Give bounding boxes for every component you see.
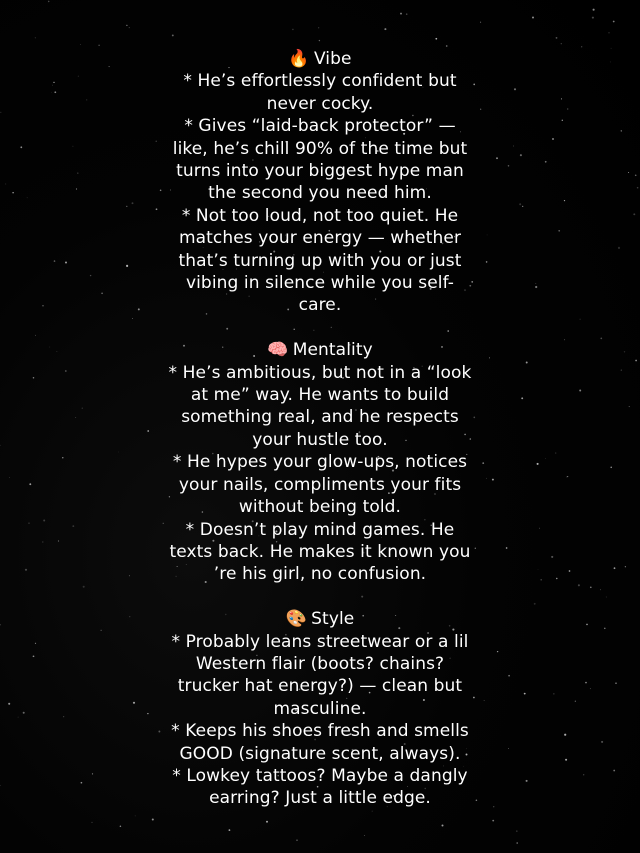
star [609, 32, 610, 33]
body-line: * Keeps his shoes fresh and smells [171, 721, 469, 742]
body-line: ’re his girl, no confusion. [213, 564, 427, 585]
section-title: Vibe [313, 49, 352, 69]
body-line: your hustle too. [252, 429, 388, 450]
body-line: * Not too loud, not too quiet. He [181, 205, 459, 226]
body-line: never cocky. [266, 93, 374, 114]
star [400, 13, 402, 15]
body-line: matches your energy — whether [178, 228, 462, 249]
star [318, 28, 319, 29]
body-line: the second you need him. [208, 183, 432, 204]
star [446, 45, 448, 47]
section-vibe [0, 48, 640, 317]
body-line: GOOD (signature scent, always). [179, 743, 461, 764]
star [532, 16, 534, 18]
section-title: Style [311, 609, 355, 630]
body-line: * Gives “laid-back protector” — [184, 116, 456, 137]
palette-icon: 🎨 [285, 609, 307, 630]
body-line: Western flair (boots? chains? [195, 653, 445, 674]
star [48, 1, 50, 3]
body-line: trucker hat energy?) — clean but [177, 676, 463, 697]
star [126, 25, 127, 26]
section-heading [0, 339, 640, 361]
body-line: without being told. [238, 497, 402, 518]
body-line: * Doesn’t play mind games. He [185, 519, 455, 540]
star [384, 28, 386, 30]
star [561, 43, 562, 44]
text-post [0, 48, 640, 832]
star [592, 17, 594, 19]
body-line: * He hypes your glow-ups, notices [172, 452, 468, 473]
body-line: earring? Just a little edge. [209, 788, 431, 809]
body-line: * Lowkey tattoos? Maybe a dangly [172, 765, 468, 786]
fire-icon: 🔥 [288, 49, 310, 69]
body-line: texts back. He makes it known you [169, 541, 471, 562]
star [319, 40, 320, 41]
body-line: turns into your biggest hype man [176, 161, 464, 182]
star [364, 835, 365, 836]
star [613, 21, 615, 23]
body-line: vibing in silence while you self- [185, 273, 455, 294]
body-line: care. [298, 295, 342, 316]
section-mentality [0, 339, 640, 585]
section-heading [0, 608, 640, 630]
body-line: like, he’s chill 90% of the time but [172, 138, 468, 159]
body-line: at me” way. He wants to build [190, 385, 450, 406]
brain-icon: 🧠 [267, 340, 289, 361]
body-line: * He’s effortlessly confident but [183, 71, 457, 92]
star [480, 22, 481, 23]
star [172, 34, 174, 36]
star [292, 29, 294, 31]
star [406, 13, 408, 15]
section-heading [0, 48, 640, 70]
body-line: * He’s ambitious, but not in a “look [168, 362, 472, 383]
star [35, 38, 36, 39]
body-line: masculine. [273, 698, 367, 719]
star [516, 842, 518, 844]
star [593, 9, 595, 11]
star [435, 38, 437, 40]
star [98, 45, 99, 46]
star [80, 44, 81, 45]
star [296, 840, 297, 841]
star [556, 37, 558, 39]
body-line: something real, and he respects [181, 407, 459, 428]
body-line: that’s turning up with you or just [178, 250, 462, 271]
section-title: Mentality [292, 340, 373, 361]
body-line: * Probably leans streetwear or a lil [171, 631, 469, 652]
section-style [0, 608, 640, 810]
star [129, 27, 130, 28]
body-line: your nails, compliments your fits [178, 474, 462, 495]
